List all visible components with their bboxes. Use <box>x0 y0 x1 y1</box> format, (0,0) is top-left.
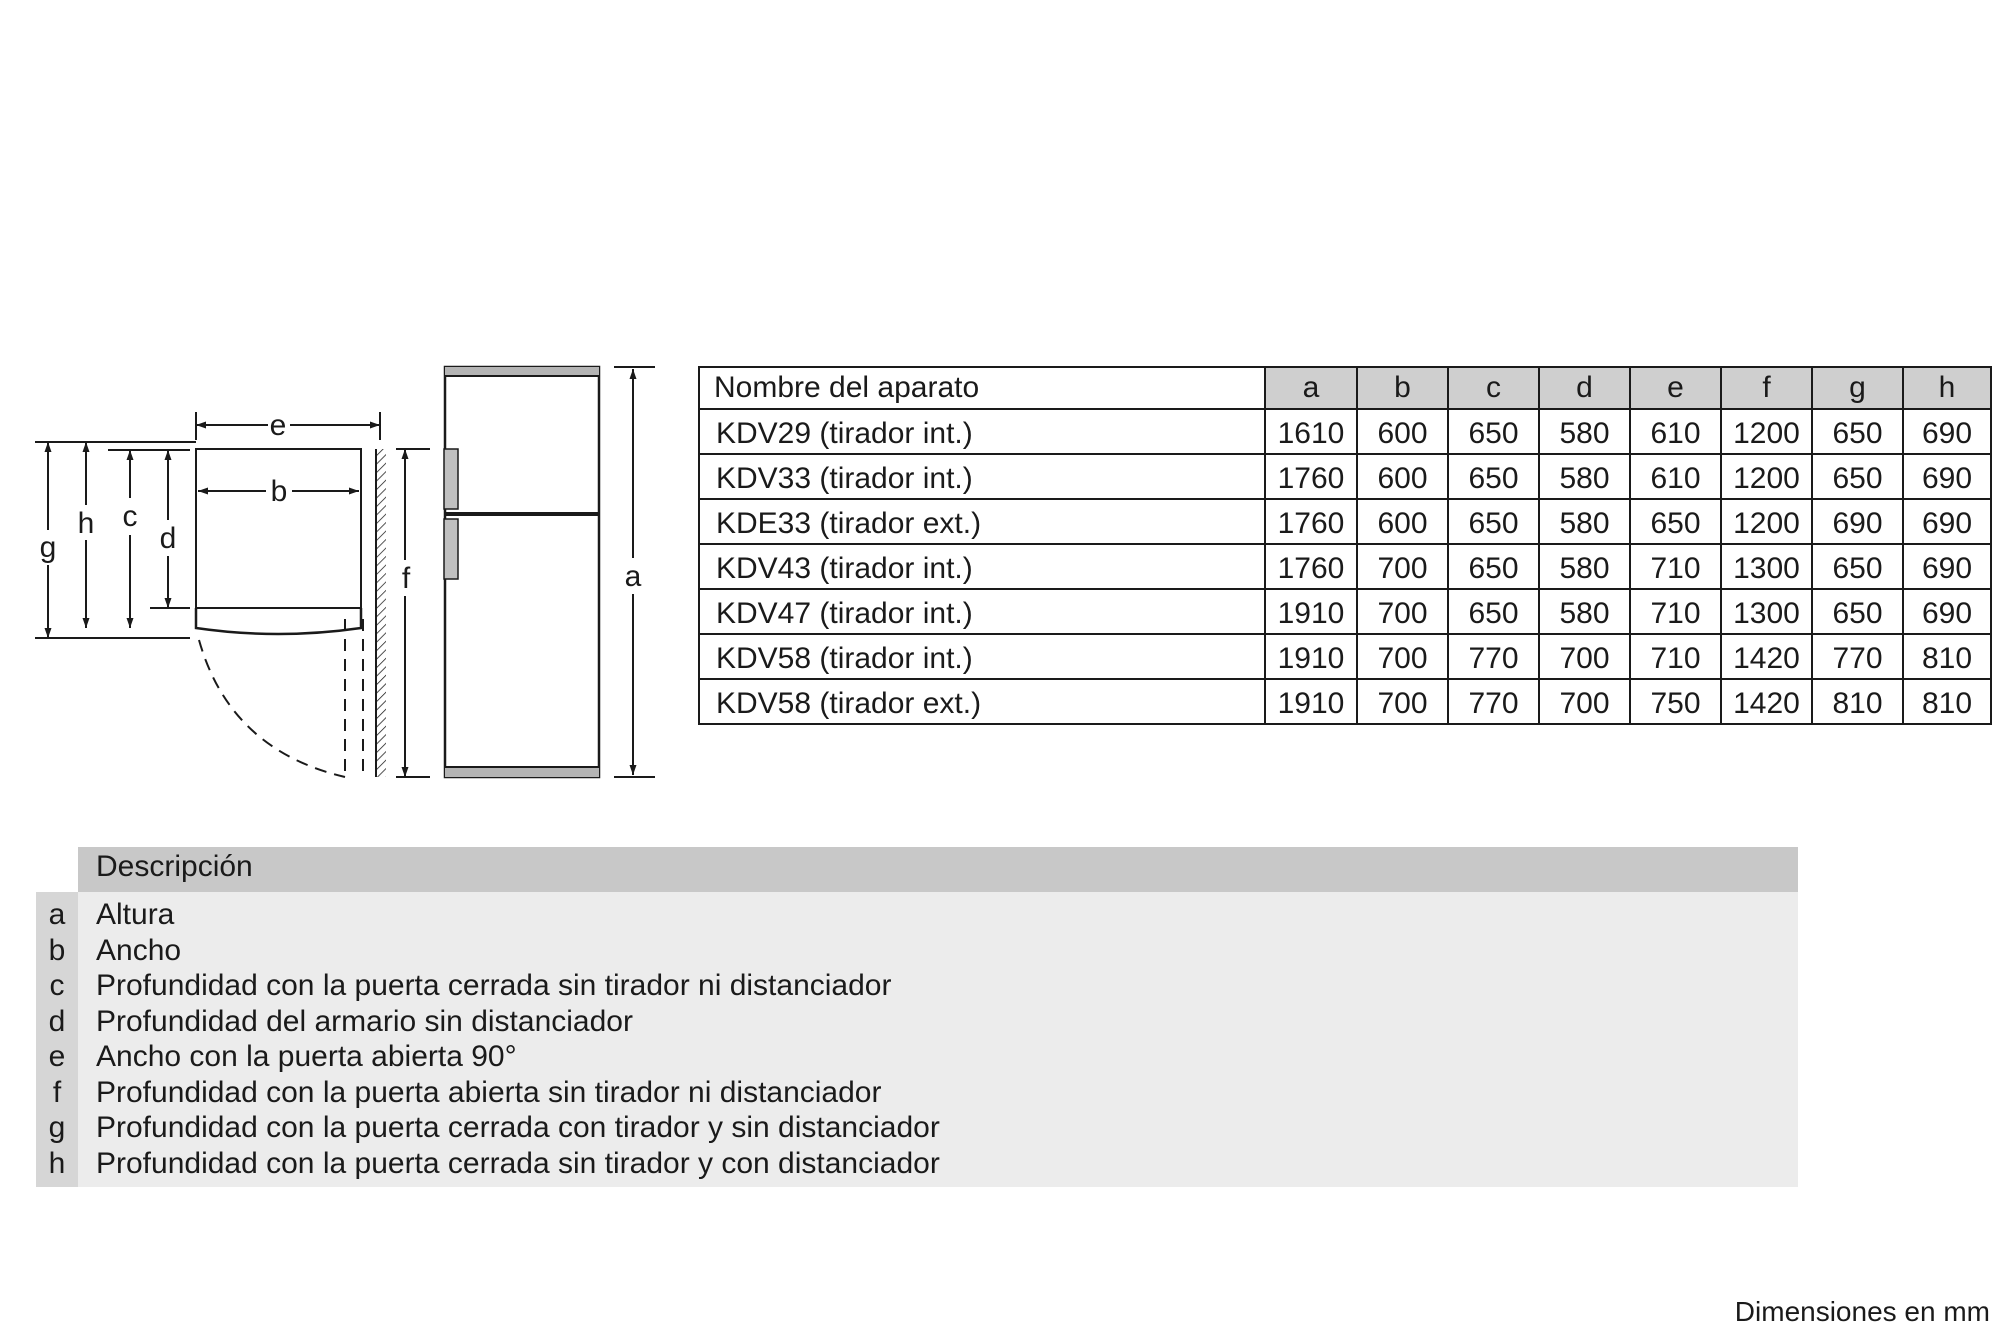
table-cell: 650 <box>1812 589 1903 634</box>
table-cell: 1200 <box>1721 499 1812 544</box>
table-cell: KDV58 (tirador int.) <box>699 634 1265 679</box>
table-cell: 1760 <box>1265 454 1357 499</box>
handle-upper <box>444 449 458 509</box>
table-cell: 710 <box>1630 544 1721 589</box>
table-cell: KDV43 (tirador int.) <box>699 544 1265 589</box>
table-cell: 580 <box>1539 589 1630 634</box>
table-cell: 1420 <box>1721 679 1812 724</box>
table-cell: 690 <box>1903 409 1991 454</box>
list-item <box>36 933 1798 969</box>
table-cell: 770 <box>1448 634 1539 679</box>
table-cell: 690 <box>1903 544 1991 589</box>
column-header: d <box>1539 367 1630 409</box>
legend-text: Profundidad con la puerta abierta sin tirador ni distanciador <box>96 1075 882 1109</box>
column-header: a <box>1265 367 1357 409</box>
legend-text: Ancho <box>96 933 182 967</box>
table-cell: 700 <box>1357 589 1448 634</box>
table-cell: 700 <box>1357 634 1448 679</box>
legend-letter: c <box>49 969 65 1002</box>
table-cell: 700 <box>1539 679 1630 724</box>
column-header: b <box>1357 367 1448 409</box>
table-cell: 1910 <box>1265 679 1357 724</box>
legend-letter: a <box>48 898 66 931</box>
table-cell: 810 <box>1812 679 1903 724</box>
table-cell: 810 <box>1903 679 1991 724</box>
legend-text: Profundidad con la puerta cerrada sin tirador y con distanciador <box>96 1146 940 1180</box>
table-row <box>699 634 1991 679</box>
table-cell: 650 <box>1812 544 1903 589</box>
table-cell: KDV47 (tirador int.) <box>699 589 1265 634</box>
table-cell: 810 <box>1903 634 1991 679</box>
list-item <box>36 1075 1798 1111</box>
table-cell: 650 <box>1448 454 1539 499</box>
table-cell: 580 <box>1539 409 1630 454</box>
table-cell: 700 <box>1539 634 1630 679</box>
table-row <box>699 499 1991 544</box>
table-cell: 1760 <box>1265 499 1357 544</box>
dim-label-c: c <box>122 500 138 533</box>
table-cell: 580 <box>1539 544 1630 589</box>
dim-label-b: b <box>270 475 288 508</box>
list-item <box>36 897 1798 933</box>
table-cell: 690 <box>1903 454 1991 499</box>
list-item <box>36 1110 1798 1146</box>
legend-letter: b <box>48 933 66 967</box>
table-cell: 610 <box>1630 454 1721 499</box>
legend-letter: h <box>48 1146 66 1180</box>
table-cell: 690 <box>1812 499 1903 544</box>
table-cell: 650 <box>1448 499 1539 544</box>
table-cell: 600 <box>1357 454 1448 499</box>
legend-text: Ancho con la puerta abierta 90° <box>96 1040 517 1073</box>
legend-text: Profundidad con la puerta cerrada con tirador y sin distanciador <box>96 1111 940 1144</box>
dim-label-a: a <box>624 560 642 593</box>
legend-text: Altura <box>96 898 175 931</box>
legend-letter: e <box>48 1040 66 1073</box>
table-cell: 700 <box>1357 544 1448 589</box>
table-cell: 690 <box>1903 589 1991 634</box>
table-cell: 1760 <box>1265 544 1357 589</box>
door-top-view <box>196 608 361 634</box>
table-cell: 700 <box>1357 679 1448 724</box>
description-legend <box>36 847 1798 1187</box>
table-cell: 600 <box>1357 499 1448 544</box>
cabinet-top-view <box>196 449 361 608</box>
wall-hatch <box>376 449 386 777</box>
list-item <box>36 1146 1798 1182</box>
table-cell: 580 <box>1539 499 1630 544</box>
table-cell: 710 <box>1630 589 1721 634</box>
table-row <box>699 454 1991 499</box>
table-cell: 1610 <box>1265 409 1357 454</box>
table-cell: 750 <box>1630 679 1721 724</box>
handle-lower <box>444 519 458 579</box>
list-item <box>36 1039 1798 1075</box>
column-header: c <box>1448 367 1539 409</box>
table-cell: KDV58 (tirador ext.) <box>699 679 1265 724</box>
table-cell: 650 <box>1448 409 1539 454</box>
fridge-side-view <box>445 367 599 777</box>
dim-label-h: h <box>77 507 95 540</box>
table-cell: 1200 <box>1721 454 1812 499</box>
dim-label-d: d <box>159 522 177 555</box>
table-cell: 1200 <box>1721 409 1812 454</box>
table-row <box>699 544 1991 589</box>
column-header: h <box>1903 367 1991 409</box>
table-cell: 1910 <box>1265 634 1357 679</box>
column-header: e <box>1630 367 1721 409</box>
table-cell: 770 <box>1448 679 1539 724</box>
table-header-row <box>699 367 1991 409</box>
table-cell: KDV29 (tirador int.) <box>699 409 1265 454</box>
table-cell: 580 <box>1539 454 1630 499</box>
description-header: Descripción <box>78 847 1798 892</box>
table-cell: KDE33 (tirador ext.) <box>699 499 1265 544</box>
legend-letter: g <box>48 1111 66 1144</box>
table-cell: 650 <box>1812 409 1903 454</box>
table-row <box>699 589 1991 634</box>
legend-text: Profundidad con la puerta cerrada sin tirador ni distanciador <box>96 969 892 1002</box>
table-cell: 650 <box>1448 589 1539 634</box>
legend-letter: d <box>48 1004 66 1038</box>
dimensions-table <box>698 366 1992 725</box>
dim-label-g: g <box>39 531 57 564</box>
column-header: g <box>1812 367 1903 409</box>
legend-text: Profundidad del armario sin distanciador <box>96 1004 633 1038</box>
table-cell: 690 <box>1903 499 1991 544</box>
table-cell: 650 <box>1812 454 1903 499</box>
column-header: f <box>1721 367 1812 409</box>
table-cell: 1300 <box>1721 544 1812 589</box>
dim-label-f: f <box>401 562 411 595</box>
legend-letter: f <box>52 1075 62 1109</box>
column-header: Nombre del aparato <box>699 367 1265 409</box>
table-cell: 600 <box>1357 409 1448 454</box>
table-cell: 1300 <box>1721 589 1812 634</box>
table-cell: 710 <box>1630 634 1721 679</box>
table-row <box>699 679 1991 724</box>
dim-label-e: e <box>269 409 287 442</box>
table-cell: KDV33 (tirador int.) <box>699 454 1265 499</box>
table-cell: 770 <box>1812 634 1903 679</box>
list-item <box>36 968 1798 1004</box>
table-cell: 650 <box>1630 499 1721 544</box>
table-row <box>699 409 1991 454</box>
door-swing-arc <box>199 640 345 777</box>
fridge-dimension-diagram <box>0 0 700 800</box>
table-cell: 610 <box>1630 409 1721 454</box>
table-cell: 1420 <box>1721 634 1812 679</box>
table-cell: 650 <box>1448 544 1539 589</box>
list-item <box>36 1004 1798 1040</box>
table-cell: 1910 <box>1265 589 1357 634</box>
units-note: Dimensiones en mm <box>1734 1296 1990 1327</box>
